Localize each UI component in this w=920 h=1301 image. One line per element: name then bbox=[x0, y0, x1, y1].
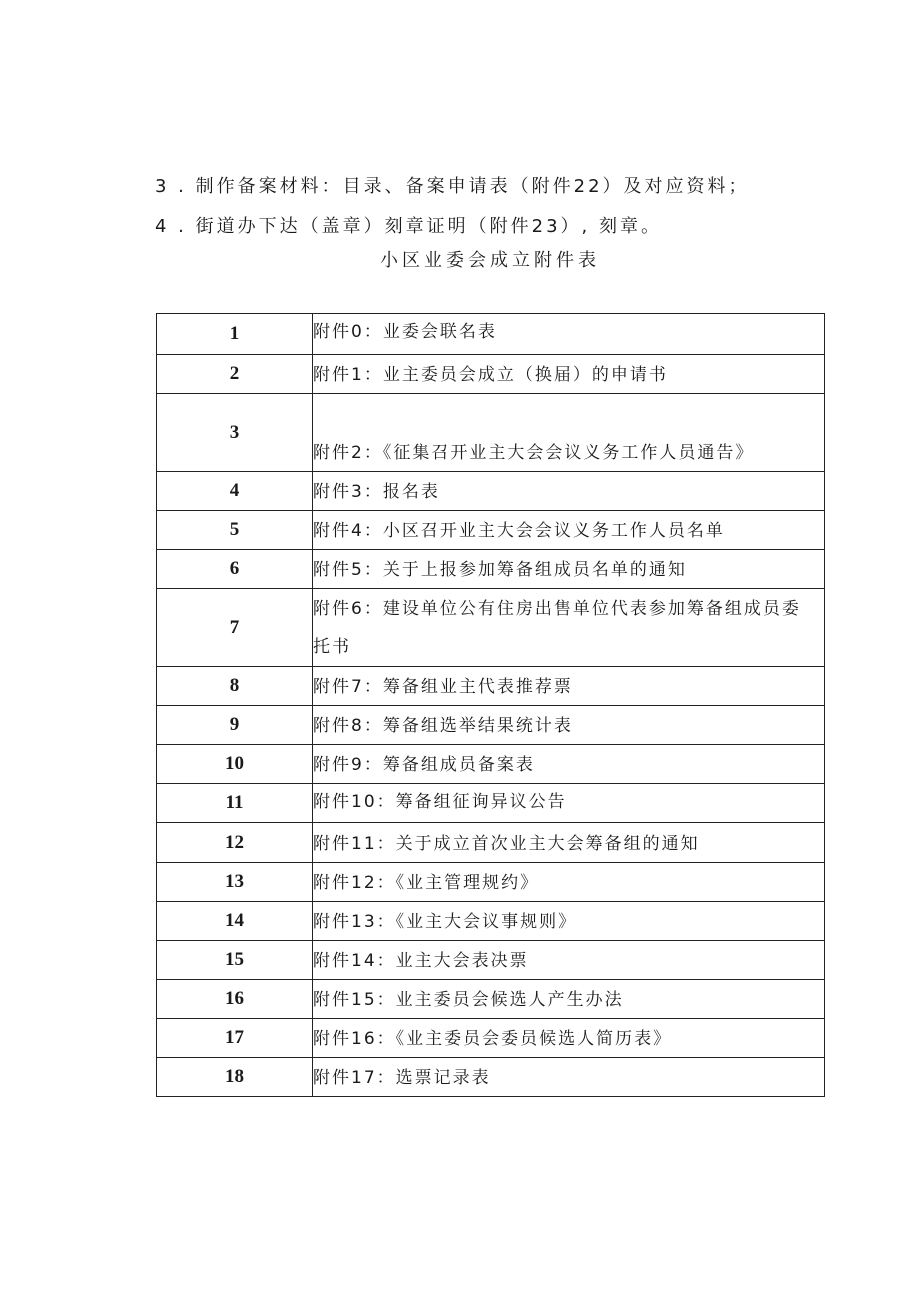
table-row bbox=[157, 863, 825, 902]
attachment-name: 附件12：《业主管理规约》 bbox=[313, 863, 825, 902]
attachment-name: 附件10：筹备组征询异议公告 bbox=[313, 784, 825, 823]
table-row bbox=[157, 589, 825, 667]
attachment-name: 附件5：关于上报参加筹备组成员名单的通知 bbox=[313, 550, 825, 589]
row-number: 1 bbox=[157, 314, 313, 355]
attachment-name: 附件1：业主委员会成立（换届）的申请书 bbox=[313, 355, 825, 394]
table-row bbox=[157, 550, 825, 589]
row-number: 13 bbox=[157, 863, 313, 902]
table-row bbox=[157, 745, 825, 784]
attachment-name: 附件0：业委会联名表 bbox=[313, 314, 825, 355]
row-number: 7 bbox=[157, 589, 313, 667]
attachment-name: 附件3：报名表 bbox=[313, 472, 825, 511]
attachment-name: 附件4：小区召开业主大会会议义务工作人员名单 bbox=[313, 511, 825, 550]
row-number: 5 bbox=[157, 511, 313, 550]
attachment-name: 附件8：筹备组选举结果统计表 bbox=[313, 706, 825, 745]
table-row bbox=[157, 1058, 825, 1097]
table-row bbox=[157, 784, 825, 823]
table-row bbox=[157, 667, 825, 706]
attachment-name: 附件9：筹备组成员备案表 bbox=[313, 745, 825, 784]
row-number: 11 bbox=[157, 784, 313, 823]
table-title: 小区业委会成立附件表 bbox=[380, 250, 600, 271]
attachment-table bbox=[156, 313, 825, 1097]
table-row bbox=[157, 980, 825, 1019]
row-number: 16 bbox=[157, 980, 313, 1019]
table-row bbox=[157, 355, 825, 394]
row-number: 4 bbox=[157, 472, 313, 511]
row-number: 17 bbox=[157, 1019, 313, 1058]
attachment-name: 附件16：《业主委员会委员候选人简历表》 bbox=[313, 1019, 825, 1058]
attachment-name: 附件14：业主大会表决票 bbox=[313, 941, 825, 980]
row-number: 12 bbox=[157, 823, 313, 863]
row-number: 2 bbox=[157, 355, 313, 394]
row-number: 15 bbox=[157, 941, 313, 980]
table-row bbox=[157, 511, 825, 550]
row-number: 8 bbox=[157, 667, 313, 706]
table-row bbox=[157, 394, 825, 472]
row-number: 3 bbox=[157, 394, 313, 472]
step-3-text: 3 . 制作备案材料：目录、备案申请表（附件22）及对应资料； bbox=[155, 176, 750, 197]
table-row bbox=[157, 1019, 825, 1058]
row-number: 18 bbox=[157, 1058, 313, 1097]
table-row bbox=[157, 472, 825, 511]
attachment-name: 附件2：《征集召开业主大会会议义务工作人员通告》 bbox=[313, 394, 825, 472]
attachment-name: 附件6：建设单位公有住房出售单位代表参加筹备组成员委托书 bbox=[313, 589, 825, 667]
row-number: 6 bbox=[157, 550, 313, 589]
attachment-name: 附件11：关于成立首次业主大会筹备组的通知 bbox=[313, 823, 825, 863]
attachment-name: 附件7：筹备组业主代表推荐票 bbox=[313, 667, 825, 706]
row-number: 10 bbox=[157, 745, 313, 784]
step-4-text: 4 . 街道办下达（盖章）刻章证明（附件23）, 刻章。 bbox=[155, 216, 662, 237]
table-row bbox=[157, 314, 825, 355]
attachment-name: 附件15：业主委员会候选人产生办法 bbox=[313, 980, 825, 1019]
table-row bbox=[157, 706, 825, 745]
row-number: 9 bbox=[157, 706, 313, 745]
table-row bbox=[157, 823, 825, 863]
table-row bbox=[157, 902, 825, 941]
table-row bbox=[157, 941, 825, 980]
row-number: 14 bbox=[157, 902, 313, 941]
attachment-name: 附件13：《业主大会议事规则》 bbox=[313, 902, 825, 941]
attachment-name: 附件17：选票记录表 bbox=[313, 1058, 825, 1097]
